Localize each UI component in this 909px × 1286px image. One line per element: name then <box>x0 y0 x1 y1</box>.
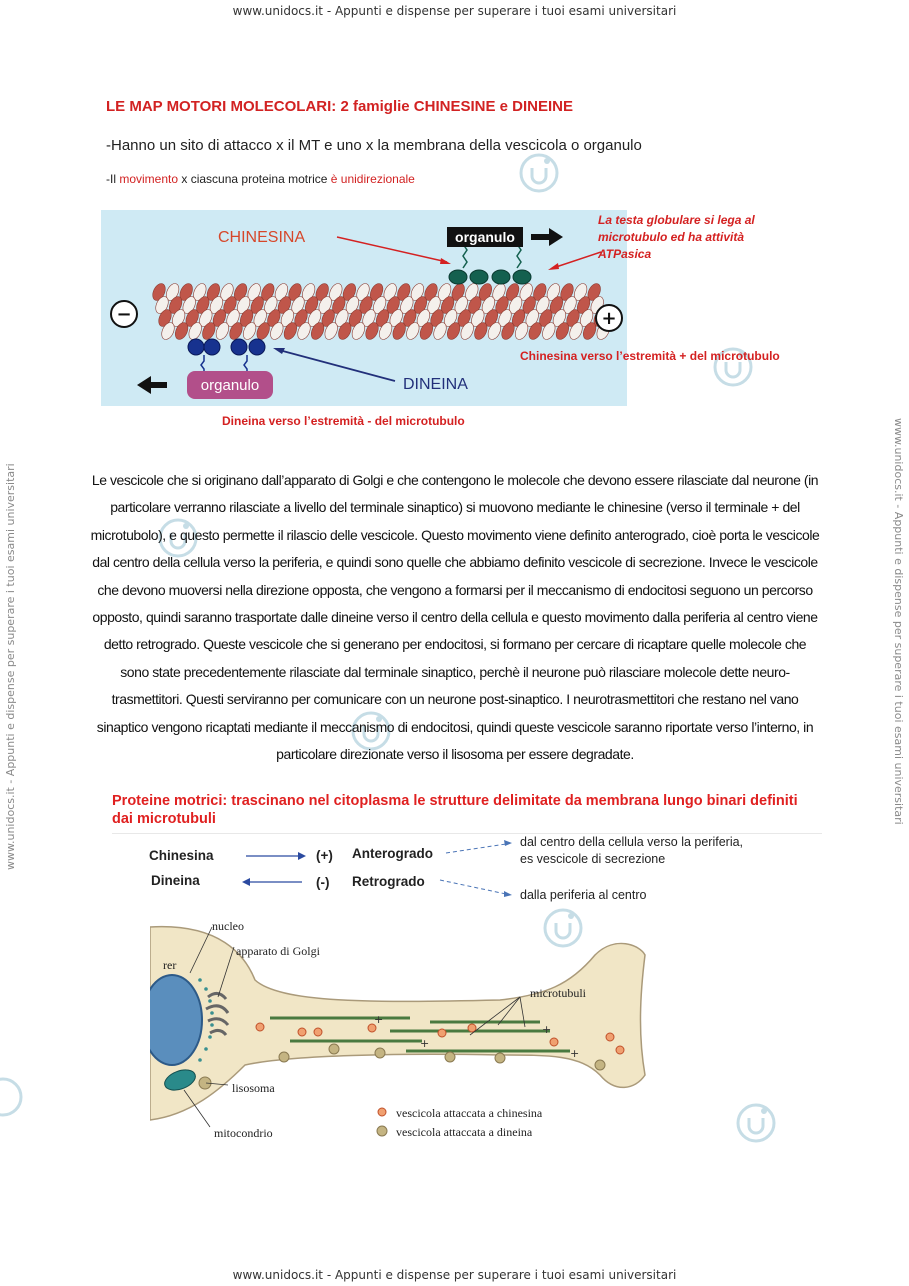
watermark-top: www.unidocs.it - Appunti e dispense per superare i tuoi esami universitari <box>232 4 677 18</box>
organelle-bottom-label: organulo <box>200 377 260 394</box>
lysosome-label: lisosoma <box>232 1081 275 1095</box>
row1-protein: Chinesina <box>149 848 214 863</box>
minus-end-label: − <box>116 304 132 325</box>
vesicle-transport-paragraph: Le vescicole che si originano dall’apparato di Golgi e che contengono le molecole che devono essere rilasciate dal neurone (in particolare verranno rilasciate a livello del terminale sinaptico) si muovono mediante le chinesine (verso il terminale + del microtubolo), e questo permette il rilascio delle vescicole. Questo movimento viene definito anterogrado, cioè porta le vescicole dal centro della cellula verso la periferia, e quindi sono quelle che abbiamo definito vescicole di secrezione. Invece le vescicole che devono muoversi nella direzione opposta, che vengono a formarsi per il meccanismo di endocitosi seguono un percorso opposto, quindi saranno trasportate dalle dineine verso il centro della cellula e questo movimento dalla periferia al centro viene detto retrogrado. Queste vescicole che si generano per endocitosi, si formano per cercare di ricaptare quelle molecole che sono state precedentemente rilasciate dal terminale sinaptico, perchè il neurone può rilasciare molecole dette neuro-trasmettitori. Questi serviranno per comunicare con un neurone post-sinaptico. I neurotrasmettitori che restano nel vano sinaptico vengono ricaptati mediante il meccanismo di endocitosi, quindi queste vescicole saranno riportate verso l’interno, in particolare direzionate verso il lisosoma per essere degradate. <box>90 472 820 763</box>
golgi-label: apparato di Golgi <box>236 944 320 958</box>
row2-protein: Dineina <box>151 873 200 888</box>
unidirectional-line: -Il movimento x ciascuna proteina motrice è unidirezionale <box>106 172 415 186</box>
watermark-left: www.unidocs.it - Appunti e dispense per superare i tuoi esami universitari <box>4 463 17 870</box>
row2-note: dalla periferia al centro <box>520 888 647 902</box>
section-title-motor-proteins: Proteine motrici: trascinano nel citoplasma le strutture delimitate da membrana lungo binari definiti dai microtubuli <box>112 793 798 827</box>
kinesin-label: CHINESINA <box>218 229 306 246</box>
attachment-sites-line: -Hanno un sito di attacco x il MT e uno x la membrana della vescicola o organulo <box>106 137 642 154</box>
nucleus-label: nucleo <box>212 919 244 933</box>
section-title-map-motors: LE MAP MOTORI MOLECOLARI: 2 famiglie CHINESINE e DINEINE <box>106 98 573 115</box>
svg-text:+: + <box>542 1023 552 1036</box>
row2-direction: Retrogrado <box>352 874 425 889</box>
dynein-label: DINEINA <box>403 376 468 393</box>
legend-kinesin-vesicle: vescicola attaccata a chinesina <box>396 1106 543 1120</box>
row1-direction: Anterogrado <box>352 846 433 861</box>
kinesin-direction-caption: Chinesina verso l’estremità + del microtubulo <box>520 349 780 363</box>
row2-sign: (-) <box>316 875 330 890</box>
legend-dynein-vesicle: vescicola attaccata a dineina <box>396 1125 533 1139</box>
svg-text:+: + <box>420 1037 430 1050</box>
svg-text:+: + <box>374 1013 384 1026</box>
mitochondrion-label: mitocondrio <box>214 1126 273 1140</box>
organelle-top-label: organulo <box>455 229 515 245</box>
row1-note: dal centro della cellula verso la periferia, es vescicole di secrezione <box>520 835 744 866</box>
microtubules-label: microtubuli <box>530 986 586 1000</box>
dynein-direction-caption: Dineina verso l’estremità - del microtubulo <box>222 414 465 428</box>
watermark-bottom: www.unidocs.it - Appunti e dispense per superare i tuoi esami universitari <box>232 1268 677 1282</box>
watermark-right: www.unidocs.it - Appunti e dispense per superare i tuoi esami universitari <box>892 418 905 825</box>
plus-end-label: + <box>601 308 617 329</box>
svg-text:+: + <box>570 1047 580 1060</box>
rer-label: rer <box>163 958 177 972</box>
globular-head-caption: La testa globulare si lega al microtubulo ed ha attività ATPasica <box>598 213 755 261</box>
row1-sign: (+) <box>316 848 333 863</box>
